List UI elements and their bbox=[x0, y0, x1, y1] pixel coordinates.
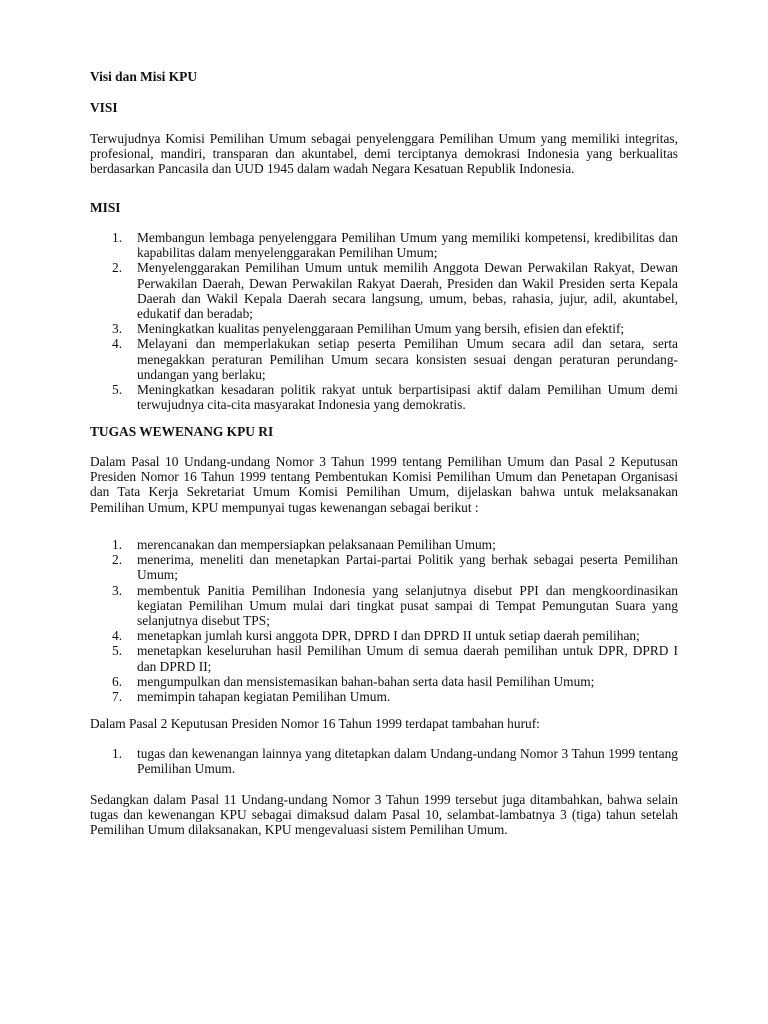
misi-item: 3. Meningkatkan kualitas penyelenggaraan Pemilihan Umum yang bersih, efisien dan efektif; bbox=[112, 321, 625, 337]
tambahan-list bbox=[90, 746, 678, 776]
document-title: Visi dan Misi KPU bbox=[90, 69, 198, 84]
tugas-heading: TUGAS WEWENANG KPU RI bbox=[90, 424, 274, 439]
tugas-list bbox=[90, 537, 678, 704]
tugas-item: 1. merencanakan dan mempersiapkan pelaksanaan Pemilihan Umum; bbox=[112, 537, 496, 552]
visi-paragraph: Terwujudnya Komisi Pemilihan Umum sebagai penyelenggara Pemilihan Umum yang memiliki integritas, profesional, mandiri, transparan dan akuntabel, demi terciptanya demokrasi Indonesia yang berkualitas berdasarkan Pancasila dan UUD 1945 dalam wadah Negara Kesatuan Republik Indonesia. bbox=[90, 131, 678, 177]
tugas-item: 2. menerima, meneliti dan menetapkan Partai-partai Politik yang berhak sebagai peserta Pemilihan Umum; bbox=[112, 552, 678, 583]
tambahan-item: 1. tugas dan kewenangan lainnya yang ditetapkan dalam Undang-undang Nomor 3 Tahun 1999 tentang Pemilihan Umum. bbox=[112, 746, 678, 777]
tugas-item: 4. menetapkan jumlah kursi anggota DPR, DPRD I dan DPRD II untuk setiap daerah pemilihan; bbox=[112, 628, 640, 644]
misi-item: 5. Meningkatkan kesadaran politik rakyat untuk berpartisipasi aktif dalam Pemilihan Umum demi terwujudnya cita-cita masyarakat Indonesia yang demokratis. bbox=[112, 382, 678, 413]
misi-item: 4. Melayani dan memperlakukan setiap peserta Pemilihan Umum secara adil dan setara, serta menegakkan peraturan Pemilihan Umum secara konsisten sesuai dengan peraturan perundang-undangan yang berlaku; bbox=[112, 336, 678, 382]
tugas-item: 3. membentuk Panitia Pemilihan Indonesia yang selanjutnya disebut PPI dan mengkoordinasikan kegiatan Pemilihan Umum mulai dari tingkat pusat sampai di Tempat Pemungutan Suara yang selanjutnya disebut TPS; bbox=[112, 582, 678, 629]
tambahan-intro-paragraph: Dalam Pasal 2 Keputusan Presiden Nomor 16 Tahun 1999 terdapat tambahan huruf: bbox=[90, 716, 540, 731]
tugas-item: 6. mengumpulkan dan mensistemasikan bahan-bahan serta data hasil Pemilihan Umum; bbox=[112, 673, 595, 689]
misi-list bbox=[90, 230, 678, 412]
visi-heading: VISI bbox=[90, 100, 118, 115]
tugas-item: 7. memimpin tahapan kegiatan Pemilihan Umum. bbox=[112, 689, 391, 705]
misi-heading: MISI bbox=[90, 200, 121, 215]
closing-paragraph: Sedangkan dalam Pasal 11 Undang-undang Nomor 3 Tahun 1999 tersebut juga ditambahkan, bahwa selain tugas dan kewenangan KPU sebagai dimaksud dalam Pasal 10, selambat-lambatnya 3 (tiga) tahun setelah Pemilihan Umum dilaksanakan, KPU mengevaluasi sistem Pemilihan Umum. bbox=[90, 792, 678, 838]
tugas-item: 5. menetapkan keseluruhan hasil Pemilihan Umum di semua daerah pemilihan untuk DPR, DPRD I dan DPRD II; bbox=[112, 643, 678, 674]
tugas-intro-paragraph: Dalam Pasal 10 Undang-undang Nomor 3 Tahun 1999 tentang Pemilihan Umum dan Pasal 2 Keputusan Presiden Nomor 16 Tahun 1999 tentang Pembentukan Komisi Pemilihan Umum dan Penetapan Organisasi dan Tata Kerja Sekretariat Umum Komisi Pemilihan Umum, dijelaskan bahwa untuk melaksanakan Pemilihan Umum, KPU mempunyai tugas kewenangan sebagai berikut : bbox=[90, 454, 678, 515]
misi-item: 1. Membangun lembaga penyelenggara Pemilihan Umum yang memiliki kompetensi, kredibilitas dan kapabilitas dalam menyelenggarakan Pemilihan Umum; bbox=[112, 230, 678, 261]
misi-item: 2. Menyelenggarakan Pemilihan Umum untuk memilih Anggota Dewan Perwakilan Rakyat, Dewan Perwakilan Daerah, Dewan Perwakilan Rakyat Daerah, Presiden dan Wakil Presiden serta Kepala Daerah dan Wakil Kepala Daerah secara langsung, umum, bebas, rahasia, jujur, adil, akuntabel, edukatif dan beradab; bbox=[112, 260, 678, 322]
